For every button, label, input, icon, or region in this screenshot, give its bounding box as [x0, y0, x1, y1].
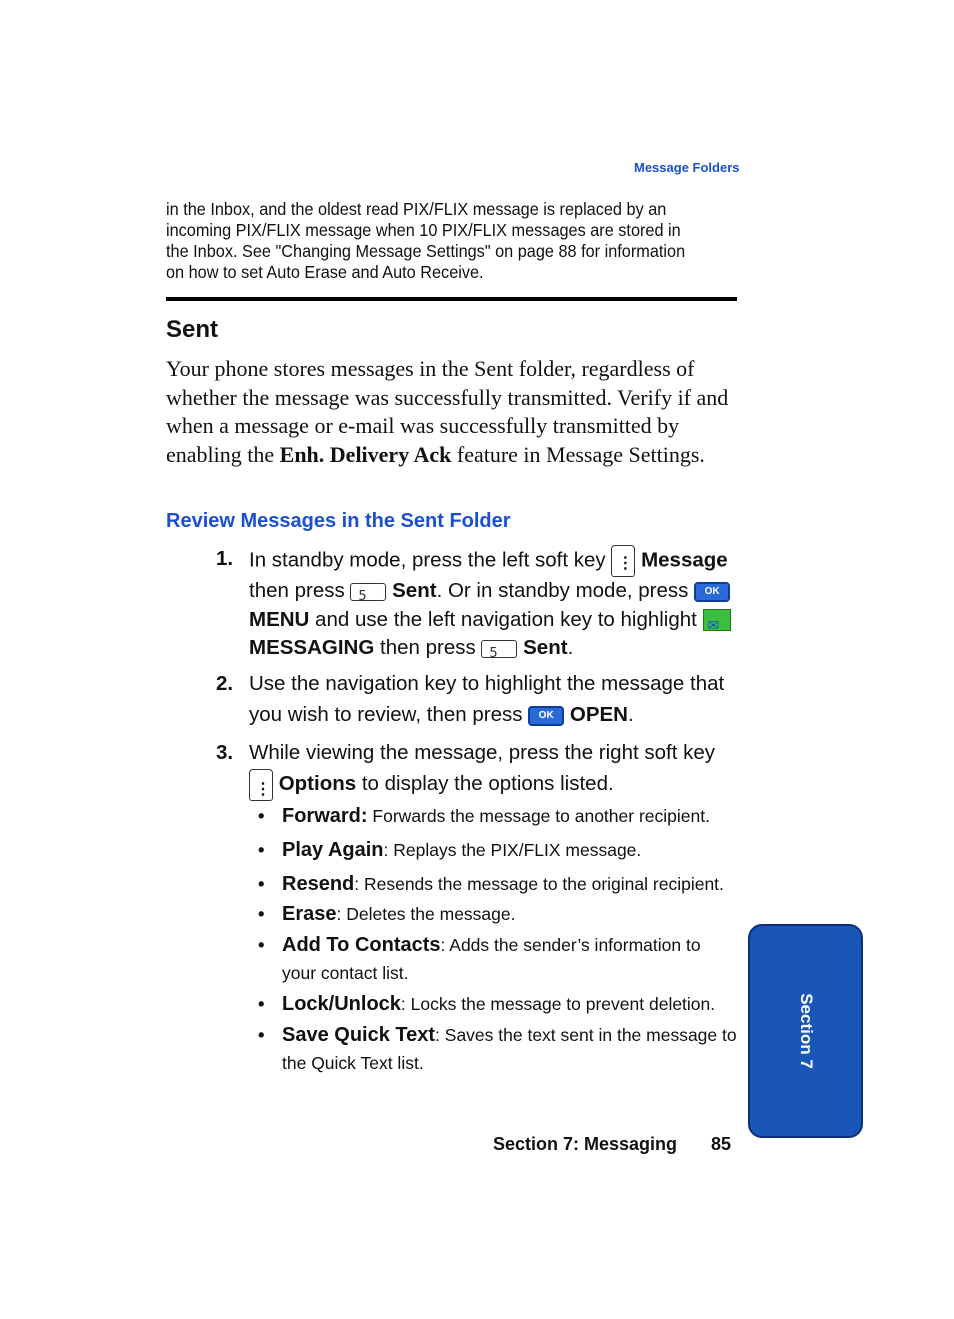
option-label: Add To Contacts [282, 934, 441, 956]
bullet: • [258, 1024, 265, 1045]
list-item [258, 870, 738, 898]
option-desc: : Saves the text sent in the message to the Quick Text list. [282, 1025, 737, 1073]
option-desc: : Locks the message to prevent deletion. [400, 994, 716, 1014]
step-text-part: Use the navigation key to highlight the message that you wish to review, then press [249, 672, 725, 726]
sent-term: Sent [392, 579, 437, 602]
left-soft-key-icon [611, 545, 635, 577]
ok-button-icon: OK [694, 582, 730, 602]
sent-para-text-2: feature in Message Settings. [451, 441, 705, 467]
bullet: • [258, 873, 265, 894]
sent-paragraph [166, 355, 736, 469]
option-label: Forward: [282, 805, 368, 827]
step-text-part: . Or in standby mode, press [436, 579, 695, 602]
section-divider [166, 297, 737, 301]
step-text [249, 737, 737, 801]
messaging-icon [703, 609, 731, 631]
sent-term: Sent [523, 636, 568, 659]
sent-para-text-1: Your phone stores messages in the Sent folder, regardless of whether the message was successfully transmitted. Verify if and when a message or e-mail was successfully transmitted by enabling the [166, 356, 729, 467]
messaging-term: MESSAGING [249, 636, 375, 659]
step-text-part: to display the options listed. [356, 772, 614, 795]
section-tab-label: Section 7 [796, 993, 816, 1069]
step-text-part: then press [249, 579, 351, 602]
list-item [258, 1021, 738, 1077]
option-desc: Forwards the message to another recipient. [367, 806, 710, 826]
footer-section-title: Section 7: Messaging [493, 1134, 678, 1154]
review-heading: Review Messages in the Sent Folder [166, 510, 511, 532]
step-text [249, 545, 737, 663]
sent-heading: Sent [166, 316, 219, 343]
step-text-part: then press [374, 636, 482, 659]
list-item [258, 990, 738, 1018]
step-text-part: While viewing the message, press the right soft key [249, 741, 716, 764]
option-desc: : Resends the message to the original recipient. [354, 874, 724, 894]
step-3 [216, 737, 736, 797]
bullet: • [258, 805, 265, 826]
step-number: 2. [216, 672, 234, 695]
message-term: Message [641, 548, 728, 572]
options-list [258, 802, 738, 1077]
step-text-part: and use the left navigation key to highlight [309, 607, 703, 631]
list-item [258, 931, 738, 987]
delivery-ack-term: Enh. Delivery Ack [279, 441, 452, 467]
options-term: Options [278, 772, 357, 795]
option-label: Resend [282, 873, 355, 895]
list-item [258, 802, 738, 830]
option-label: Lock/Unlock [282, 993, 401, 1015]
running-header: Message Folders [634, 160, 740, 175]
step-text-part: . [627, 703, 634, 726]
option-desc: : Replays the PIX/FLIX message. [383, 840, 642, 860]
list-item [258, 900, 738, 928]
option-desc: : Adds the sender’s information to your contact list. [282, 935, 701, 983]
key-5-icon [481, 640, 517, 658]
step-2 [216, 668, 736, 728]
right-soft-key-icon [249, 769, 273, 801]
key-5-icon [350, 583, 386, 601]
step-text-part: In standby mode, press the left soft key [249, 548, 612, 572]
bullet: • [258, 993, 265, 1014]
intro-paragraph: in the Inbox, and the oldest read PIX/FLIX message is replaced by an incoming PIX/FLIX message when 10 PIX/FLIX messages are stored in the Inbox. See "Changing Message Settings" on page 88 for information on how to set Auto Erase and Auto Receive. [166, 199, 686, 282]
bullet: • [258, 903, 265, 924]
open-term: OPEN [569, 703, 628, 726]
step-1 [216, 545, 736, 661]
step-text [249, 668, 737, 730]
option-label: Erase [282, 903, 337, 925]
option-label: Save Quick Text [282, 1024, 436, 1046]
option-label: Play Again [282, 839, 384, 861]
page-number: 85 [711, 1134, 732, 1154]
option-desc: : Deletes the message. [336, 904, 516, 924]
step-number: 1. [216, 547, 234, 570]
list-item [258, 836, 738, 864]
bullet: • [258, 839, 265, 860]
bullet: • [258, 934, 265, 955]
step-number: 3. [216, 741, 234, 764]
menu-term: MENU [249, 607, 310, 631]
section-tab [748, 924, 863, 1138]
ok-button-icon: OK [528, 706, 564, 726]
step-text-part: . [567, 636, 574, 659]
